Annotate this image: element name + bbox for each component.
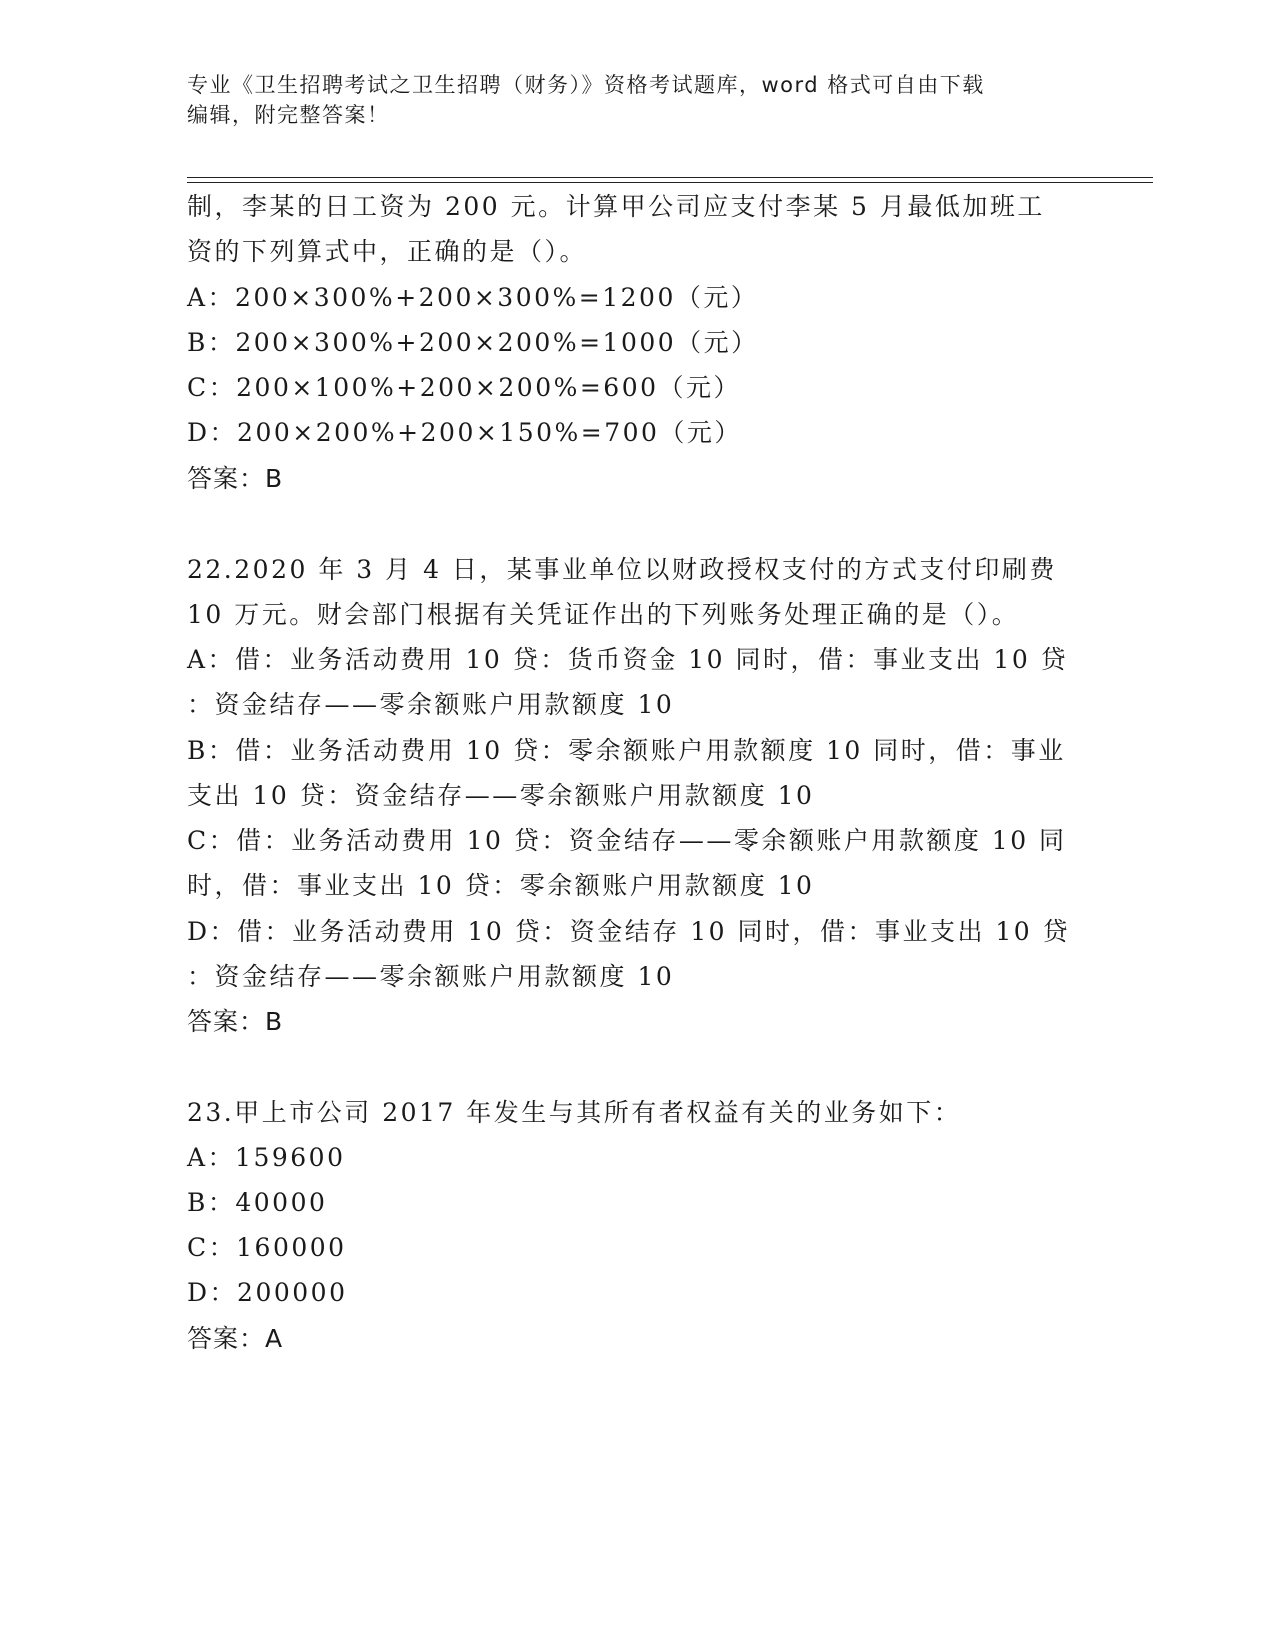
q22-option-d-line-2: ：资金结存——零余额账户用款额度 10 — [187, 962, 675, 991]
q23-stem: 23.甲上市公司 2017 年发生与其所有者权益有关的业务如下： — [187, 1098, 962, 1127]
q23-option-d: D：200000 — [187, 1278, 348, 1307]
q22-option-c-line-1: C：借：业务活动费用 10 贷：资金结存——零余额账户用款额度 10 同 — [187, 826, 1067, 855]
q22-option-d-line-1: D：借：业务活动费用 10 贷：资金结存 10 同时，借：事业支出 10 贷 — [187, 917, 1071, 946]
q21-option-d: D：200×200%+200×150%=700（元） — [187, 418, 742, 447]
document-header — [187, 70, 1087, 130]
q22-stem-line-1: 22.2020 年 3 月 4 日，某事业单位以财政授权支付的方式支付印刷费 — [187, 555, 1057, 584]
q22-option-c-line-2: 时，借：事业支出 10 贷：零余额账户用款额度 10 — [187, 871, 815, 900]
header-line-2: 编辑，附完整答案！ — [187, 103, 390, 127]
q23-option-a: A：159600 — [187, 1143, 346, 1172]
header-line-1: 专业《卫生招聘考试之卫生招聘（财务）》资格考试题库，word 格式可自由下载 — [187, 73, 985, 97]
q21-answer: 答案：B — [187, 464, 284, 493]
header-divider-top — [187, 177, 1153, 178]
q22-stem-line-2: 10 万元。财会部门根据有关凭证作出的下列账务处理正确的是（）。 — [187, 600, 1020, 629]
q22-option-b-line-2: 支出 10 贷：资金结存——零余额账户用款额度 10 — [187, 781, 815, 810]
q21-option-a: A：200×300%+200×300%=1200（元） — [187, 283, 759, 312]
q22-option-a-line-2: ：资金结存——零余额账户用款额度 10 — [187, 690, 675, 719]
q21-stem-line-1: 制，李某的日工资为 200 元。计算甲公司应支付李某 5 月最低加班工 — [187, 192, 1045, 221]
q23-option-c: C：160000 — [187, 1233, 347, 1262]
q21-option-c: C：200×100%+200×200%=600（元） — [187, 373, 742, 402]
q22-option-b-line-1: B：借：业务活动费用 10 贷：零余额账户用款额度 10 同时，借：事业 — [187, 736, 1066, 765]
q22-answer: 答案：B — [187, 1007, 284, 1036]
q23-answer: 答案：A — [187, 1324, 284, 1353]
q21-stem-line-2: 资的下列算式中，正确的是（）。 — [187, 237, 588, 266]
q21-option-b: B：200×300%+200×200%=1000（元） — [187, 328, 759, 357]
q22-option-a-line-1: A：借：业务活动费用 10 贷：货币资金 10 同时，借：事业支出 10 贷 — [187, 645, 1069, 674]
header-divider-bottom — [187, 182, 1153, 183]
q23-option-b: B：40000 — [187, 1188, 328, 1217]
